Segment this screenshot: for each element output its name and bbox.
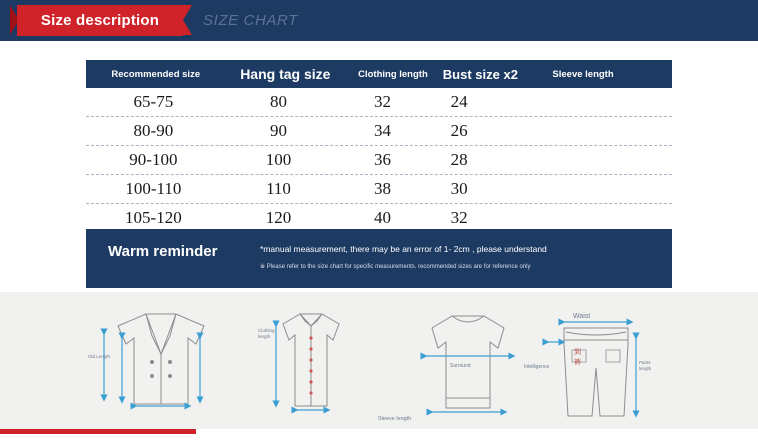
cell-hang-tag-size: 90 — [270, 121, 287, 140]
cell-clothing-length: 36 — [373, 150, 391, 169]
cell-bust-size: 32 — [450, 208, 468, 227]
measurement-illustrations — [0, 292, 758, 429]
column-header-hang-tag-size: Hang tag size — [240, 66, 331, 82]
shirt-clothing-label-2: length — [258, 334, 271, 339]
cell-clothing-length: 32 — [373, 92, 391, 111]
cell-recommended-size: 100-110 — [125, 179, 182, 198]
coat-length-label: Old Length — [88, 354, 111, 359]
shirt-clothing-label-1: Clothing — [258, 328, 275, 333]
cell-hang-tag-size: 120 — [265, 208, 292, 227]
column-header-recommended-size: Recommended size — [111, 68, 201, 80]
header-ribbon-label: Size description — [40, 12, 160, 29]
header-subtitle: SIZE CHART — [203, 12, 298, 29]
cell-bust-size: 24 — [450, 92, 468, 111]
column-header-clothing-length: Clothing length — [358, 68, 428, 80]
pants-tag-text-1: 到 — [574, 349, 581, 356]
sweater-sleeve-label: Sleeve length — [378, 416, 412, 422]
column-header-bust-size: Bust size x2 — [442, 66, 518, 82]
warm-reminder-note-secondary: ※ Please refer to the size chart for specific measurements. recommended sizes are for reference only — [260, 264, 531, 270]
table-row — [86, 117, 672, 146]
cell-bust-size: 26 — [450, 121, 468, 140]
table-row — [86, 204, 672, 232]
cell-recommended-size: 105-120 — [125, 208, 182, 227]
table-row — [86, 88, 672, 117]
header-ribbon — [17, 5, 183, 36]
column-header-sleeve-length: Sleeve length — [552, 68, 614, 80]
cell-hang-tag-size: 110 — [266, 179, 291, 198]
table-row — [86, 175, 672, 204]
cell-clothing-length: 38 — [373, 179, 391, 198]
warm-reminder-title: Warm reminder — [108, 243, 218, 260]
footer-accent — [0, 429, 196, 434]
ribbon-tail — [183, 5, 192, 35]
header-band — [0, 0, 758, 41]
cell-bust-size: 30 — [450, 179, 468, 198]
size-table-header-row — [86, 60, 672, 88]
cell-recommended-size: 90-100 — [129, 150, 178, 169]
pants-intelligence-label: Intelligence — [524, 364, 550, 370]
cell-recommended-size: 80-90 — [133, 121, 174, 140]
sweater-surround-label: Surround — [450, 363, 471, 369]
pants-side-label-2: length — [639, 366, 652, 371]
cell-clothing-length: 40 — [373, 208, 391, 227]
warm-reminder-panel — [86, 229, 672, 288]
pants-waist-label: Waist — [573, 313, 591, 320]
cell-bust-size: 28 — [450, 150, 468, 169]
pants-side-label-1: Pants — [639, 360, 651, 365]
cell-clothing-length: 34 — [373, 121, 391, 140]
cell-hang-tag-size: 80 — [270, 92, 287, 111]
table-row — [86, 146, 672, 175]
cell-hang-tag-size: 100 — [265, 150, 292, 169]
warm-reminder-note-primary: *manual measurement, there may be an error of 1- 2cm , please understand — [260, 244, 547, 254]
pants-tag-text-2: 裤 — [574, 359, 581, 366]
cell-recommended-size: 65-75 — [133, 92, 174, 111]
size-table — [86, 60, 672, 232]
